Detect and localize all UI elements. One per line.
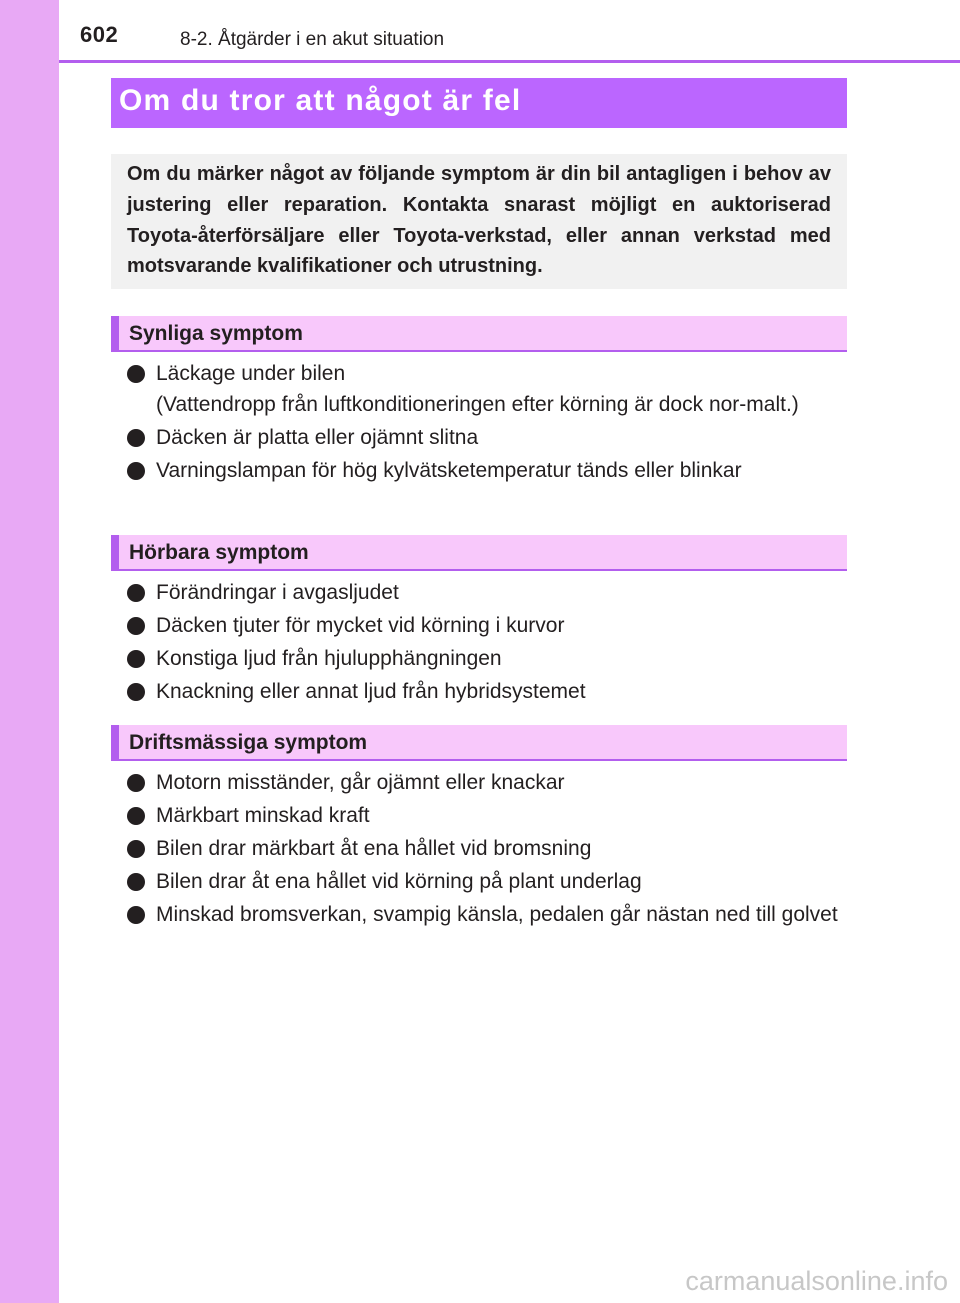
bullet-icon xyxy=(127,365,145,383)
list-item-text: Knackning eller annat ljud från hybridsystemet xyxy=(156,680,586,703)
bullet-icon xyxy=(127,873,145,891)
header-accent xyxy=(111,725,119,759)
visible-symptoms-header xyxy=(111,316,847,352)
list-item-text: Minskad bromsverkan, svampig känsla, pedalen går nästan ned till golvet xyxy=(156,903,838,926)
list-item-text: Konstiga ljud från hjulupphängningen xyxy=(156,647,502,670)
list-item xyxy=(127,359,843,420)
list-item xyxy=(127,677,843,708)
audible-symptoms-heading: Hörbara symptom xyxy=(129,541,309,564)
watermark: carmanualsonline.info xyxy=(685,1266,948,1296)
header-divider xyxy=(59,60,960,63)
bullet-icon xyxy=(127,840,145,858)
list-item-text: Varningslampan för hög kylvätsketemperatur tänds eller blinkar xyxy=(156,458,742,482)
list-item xyxy=(127,834,843,865)
list-item xyxy=(127,423,843,454)
list-item-text: Förändringar i avgasljudet xyxy=(156,581,399,604)
operational-symptoms-header xyxy=(111,725,847,761)
visible-symptoms-list xyxy=(127,359,843,489)
list-item xyxy=(127,867,843,898)
audible-symptoms-header xyxy=(111,535,847,571)
operational-symptoms-list xyxy=(127,768,843,933)
audible-symptoms-list xyxy=(127,578,843,710)
bullet-icon xyxy=(127,584,145,602)
list-item-text: Bilen drar märkbart åt ena hållet vid bromsning xyxy=(156,837,592,860)
bullet-icon xyxy=(127,650,145,668)
list-item-note: (Vattendropp från luftkonditioneringen efter körning är dock nor-malt.) xyxy=(156,392,799,416)
list-item-text: Däcken är platta eller ojämnt slitna xyxy=(156,425,479,449)
page-title-bar xyxy=(111,78,847,128)
bullet-icon xyxy=(127,462,145,480)
list-item xyxy=(127,578,843,609)
intro-text: Om du märker något av följande symptom är din bil antagligen i behov av justering eller reparation. Kontakta snarast möjligt en auktoriserad Toyota-återförsäljare eller Toyota-verkstad, eller annan verkstad med motsvarande kvalifikationer och utrustning. xyxy=(127,163,831,278)
list-item xyxy=(127,456,843,487)
bullet-icon xyxy=(127,906,145,924)
bullet-icon xyxy=(127,429,145,447)
intro-box xyxy=(111,154,847,289)
list-item-text: Bilen drar åt ena hållet vid körning på plant underlag xyxy=(156,870,642,893)
page-title: Om du tror att något är fel xyxy=(119,84,522,117)
bullet-icon xyxy=(127,774,145,792)
list-item xyxy=(127,900,843,931)
header-accent xyxy=(111,535,119,569)
visible-symptoms-heading: Synliga symptom xyxy=(129,322,303,345)
list-item xyxy=(127,611,843,642)
list-item-text: Motorn misständer, går ojämnt eller knackar xyxy=(156,771,565,794)
list-item-text: Däcken tjuter för mycket vid körning i kurvor xyxy=(156,614,565,637)
section-label: 8-2. Åtgärder i en akut situation xyxy=(180,29,445,50)
list-item-text: Märkbart minskad kraft xyxy=(156,804,370,827)
list-item xyxy=(127,644,843,675)
list-item xyxy=(127,801,843,832)
bullet-icon xyxy=(127,683,145,701)
bullet-icon xyxy=(127,807,145,825)
page-number: 602 xyxy=(80,22,119,47)
list-item xyxy=(127,768,843,799)
header-accent xyxy=(111,316,119,350)
operational-symptoms-heading: Driftsmässiga symptom xyxy=(129,731,368,754)
list-item-text: Läckage under bilen xyxy=(156,362,346,385)
bullet-icon xyxy=(127,617,145,635)
side-tab-strip xyxy=(0,0,59,1303)
